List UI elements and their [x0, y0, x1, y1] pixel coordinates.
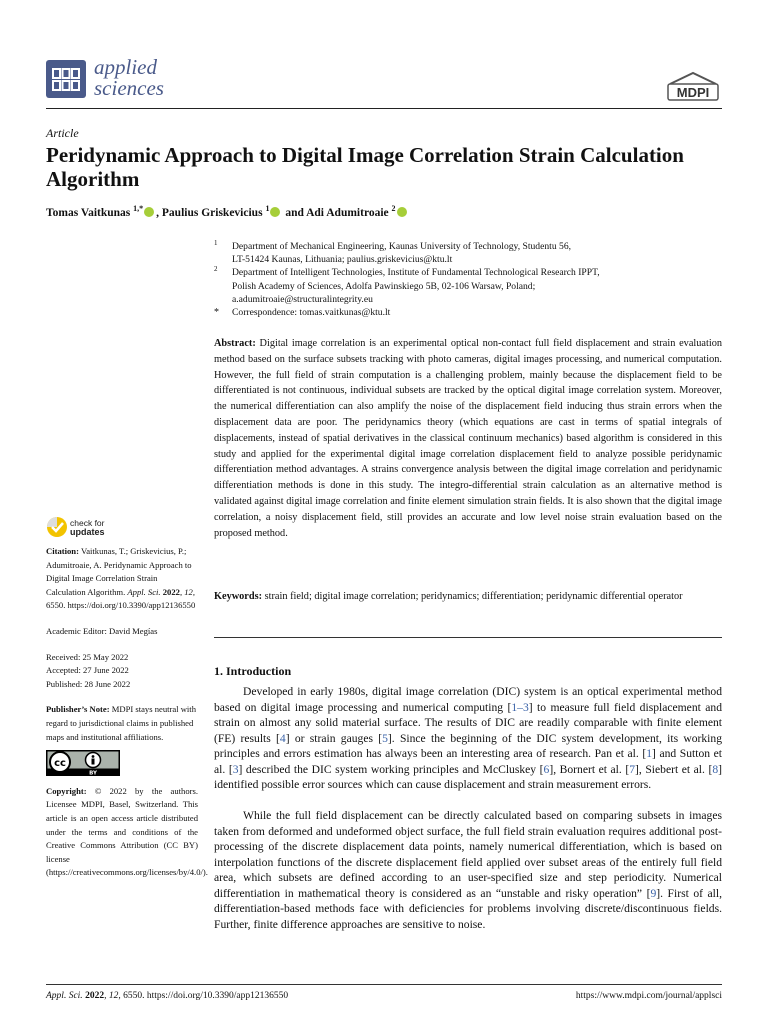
body-text: ], Siebert et al. [: [635, 762, 713, 776]
publishers-note-label: Publisher’s Note:: [46, 704, 110, 715]
footer-journal-url[interactable]: https://www.mdpi.com/journal/applsci: [575, 991, 722, 1001]
journal-name: [94, 57, 164, 99]
body-text: ] described the DIC system working principles and McCluskey [: [238, 762, 544, 776]
affiliation-line: LT-51424 Kaunas, Lithuania; paulius.griskevicius@ktu.lt: [232, 254, 453, 266]
orcid-icon[interactable]: [144, 207, 154, 217]
affiliation-line: Correspondence: tomas.vaitkunas@ktu.lt: [232, 307, 391, 319]
academic-editor: Academic Editor: David Megías: [46, 625, 158, 636]
accepted-date: Accepted: 27 June 2022: [46, 665, 129, 676]
citation-journal: Appl. Sci.: [127, 586, 161, 597]
affiliations: [214, 240, 724, 319]
journal-name-line2: sciences: [94, 76, 164, 100]
publishers-note-text: MDPI stays neutral with regard to jurisdictional claims in published maps and institutional affiliations.: [46, 704, 196, 742]
affiliation-mark: 2: [214, 265, 218, 274]
footer-doi[interactable]: , 6550. https://doi.org/10.3390/app12136550: [118, 991, 289, 1001]
abstract-label: Abstract:: [214, 338, 256, 349]
affiliation: [214, 240, 724, 266]
citation-ref-link[interactable]: 6: [543, 762, 550, 776]
journal-name-line1: applied: [94, 55, 157, 79]
citation-ref-link[interactable]: 7: [629, 762, 636, 776]
header-rule: [46, 108, 722, 109]
section-heading: 1. Introduction: [214, 664, 292, 678]
footer-journal: Appl. Sci.: [46, 991, 83, 1001]
body-text: ], Bornert et al. [: [549, 762, 630, 776]
citation-ref-link[interactable]: 5: [382, 731, 388, 745]
article-title: Peridynamic Approach to Digital Image Correlation Strain Calculation Algorithm: [46, 143, 684, 191]
intro-paragraph-2: [214, 808, 722, 932]
author-affiliation-mark: 2: [391, 204, 396, 213]
affiliation-line: a.adumitroaie@structuralintegrity.eu: [232, 293, 373, 305]
copyright-text: © 2022 by the authors. Licensee MDPI, Basel, Switzerland. This article is an open access article distributed under the terms and conditions of the Creative Commons Attribution (CC BY) license (https://creativecommons.org/licenses/by/4.0/).: [46, 785, 208, 878]
citation-ref-link[interactable]: 1: [646, 747, 653, 760]
body-text: ] to measure full field displacement and strain on almost any solid material surface. The results of DIC are readily comparable with finite element (FE) results [: [214, 700, 722, 745]
citation-label: Citation:: [46, 546, 79, 556]
affiliation-line: Polish Academy of Sciences, Adolfa Pawinskiego 5B, 02-106 Warsaw, Poland;: [232, 280, 536, 292]
author-name: Adi Adumitroaie: [306, 206, 389, 219]
article-type: Article: [46, 126, 79, 140]
citation-year: 2022: [162, 586, 180, 597]
body-text: ]. First of all, differentiation-based methods face with deficiencies for problems involving discrete/discontinuous fields. Further, finite difference approaches are sensitive to noise.: [214, 886, 722, 931]
body-text: ] or strain gauges [: [285, 731, 383, 745]
publishers-note: [46, 703, 198, 744]
affiliation: [214, 306, 724, 319]
footer-year: 2022: [85, 991, 105, 1001]
author-name: Tomas Vaitkunas: [46, 206, 131, 219]
affiliation-line: Department of Mechanical Engineering, Kaunas University of Technology, Studentu 56,: [232, 241, 572, 252]
copyright-label: Copyright:: [46, 785, 87, 796]
affiliation: [214, 266, 724, 306]
journal-logo-icon: [46, 60, 86, 98]
publisher-name: MDPI: [676, 85, 710, 100]
sidebar: [46, 545, 208, 880]
body-text: ]. Since the beginning of the DIC system development, its working principles and errors estimation has always been an interesting area of research. Pan et al. [: [214, 731, 722, 760]
check-updates-icon: [46, 516, 68, 538]
section-rule: [214, 637, 722, 638]
author-affiliation-mark: 1: [265, 204, 270, 213]
author-affiliation-mark: 1,*: [133, 204, 144, 213]
intro-paragraph-1: [214, 684, 722, 793]
check-for-updates-button[interactable]: [46, 516, 136, 542]
keywords-text: strain field; digital image correlation; peridynamics; differentiation; peridynamic differential operator: [264, 591, 683, 602]
cc-by-license-icon[interactable]: [46, 750, 120, 776]
footer-volume: 12: [108, 991, 119, 1001]
published-date: Published: 28 June 2022: [46, 678, 131, 689]
author-separator: ,: [156, 206, 162, 219]
author-separator: and: [282, 206, 307, 219]
affiliation-mark: *: [214, 307, 219, 319]
citation-text: Vaitkunas, T.; Griskevicius, P.; Adumitroaie, A. Peridynamic Approach to Digital Image Correlation Strain Calculation Algorithm.: [46, 546, 192, 597]
footer-citation: Appl. Sci. 2022, 12, 6550. https://doi.org/10.3390/app12136550: [46, 991, 289, 1001]
check-updates-line2: updates: [70, 527, 105, 537]
mdpi-logo-icon: [666, 70, 720, 102]
affiliation-line: Department of Intelligent Technologies, Institute of Fundamental Technological Research IPPT,: [232, 267, 600, 279]
citation-ref-link[interactable]: 3: [232, 762, 239, 776]
orcid-icon[interactable]: [397, 207, 407, 217]
author-name: Paulius Griskevicius: [161, 206, 263, 219]
citation-ref-link[interactable]: 8: [712, 762, 719, 776]
citation-doi[interactable]: , 6550. https://doi.org/10.3390/app12136550: [46, 586, 196, 611]
check-updates-line1: check for: [70, 518, 105, 528]
received-date: Received: 25 May 2022: [46, 651, 129, 662]
affiliation-mark: 1: [214, 239, 218, 247]
citation-ref-link[interactable]: 9: [650, 886, 657, 900]
footer-rule: [46, 984, 722, 985]
abstract-text: Digital image correlation is an experimental optical non-contact full field displacement and strain evaluation method based on the surface subsets tracking with photo cameras, digital images processing, and numerical computation. However, the full field of strain computation is a challenging problem, mainly because the displacement field to be differentiated is not continuous, individual subsets are tracked by the optical digital image correlation system. Moreover, the numerical differentiation can also amplify the noise of the displacement field inducing thus strain errors when the displacement data are poor. The peridynamics theory (which equations are cast in terms of spatial integrals of displacements, instead of spatial derivatives in the classical continuum mechanics) based algorithm is considered in this study and applied for the experimental digital image correlation displacement field to analyze possible peridynamic differentiation method advantages. A strains convergence analysis between the digital image correlation and peridynamic differentiation methods is done in this study. The integro-differential strain calculation as an alternative method is validated against digital image correlation and finite element simulation strain fields. It is also shown that the digital image correlation, a noisy displacement field, still provides an accurate and low level noise strain evaluation based on the proposed method.: [214, 338, 722, 539]
abstract: [214, 336, 722, 541]
copyright: [46, 785, 208, 880]
cc-label: BY: [89, 770, 97, 777]
citation-ref-link[interactable]: 4: [279, 731, 286, 745]
svg-text:cc: cc: [54, 758, 66, 770]
keywords-label: Keywords:: [214, 591, 263, 602]
keywords: [214, 589, 722, 605]
body-text: Developed in early 1980s, digital image correlation (DIC) system is an optical experimental method based on digital image processing and numerical computing [: [214, 685, 722, 714]
body-text: While the full field displacement can be directly calculated based on comparing subsets in images taken from deformed and undeformed object surface, the full field strain evaluation requires additional post-processing of the discrete displacement data points, namely numerical differentiation, which is based on interpolation functions of the discrete displacement field applied over subset areas of the entirely full field area, which subsets are defined according to an user-specified size and step periodicity. Numerical differentiation in mathematical theory is considered as an “unstable and risky operation” [: [214, 809, 722, 900]
citation: Citation: Vaitkunas, T.; Griskevicius, P.; Adumitroaie, A. Peridynamic Approach to Digital Image Correlation Strain Calculation Algorithm. Appl. Sci. 2022, 12, 6550. https://doi.org/10.3390/app12136550: [46, 546, 196, 611]
body-text: ] and Sutton et al. [: [214, 747, 722, 776]
body-text: ] identified possible error sources which can cause displacement and strain measurement errors.: [214, 762, 723, 791]
citation-ref-link[interactable]: 1–3: [511, 700, 529, 714]
author-list: [46, 204, 409, 219]
orcid-icon[interactable]: [270, 207, 280, 217]
citation-volume: 12: [184, 586, 193, 597]
